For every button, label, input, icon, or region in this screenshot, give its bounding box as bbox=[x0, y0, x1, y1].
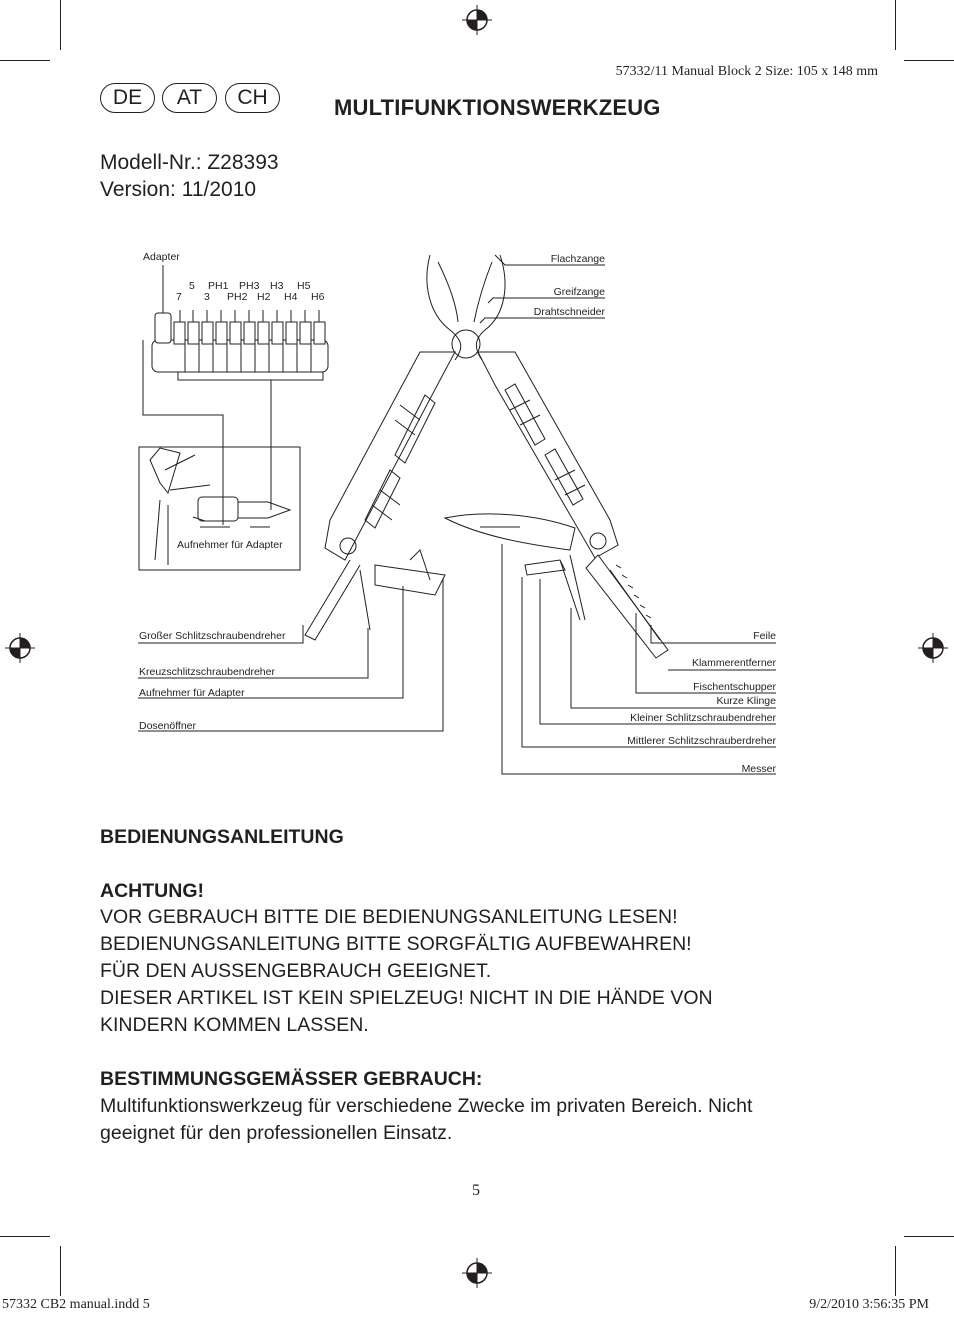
usage-line: Multifunktionswerkzeug für verschiedene Zwecke im privaten Bereich. Nicht bbox=[100, 1095, 753, 1117]
bit-label: 5 bbox=[189, 280, 195, 292]
label-right: Klammerentferner bbox=[691, 657, 776, 669]
label-left: Großer Schlitzschraubendreher bbox=[139, 630, 286, 642]
registration-mark-icon bbox=[462, 1258, 492, 1288]
page-title: MULTIFUNKTIONSWERKZEUG bbox=[334, 95, 661, 120]
bit-label: H5 bbox=[297, 280, 311, 292]
inset-label: Aufnehmer für Adapter bbox=[177, 539, 283, 551]
label-right: Messer bbox=[741, 763, 776, 775]
crop-mark bbox=[60, 1246, 61, 1296]
warning-line: FÜR DEN AUSSENGEBRAUCH GEEIGNET. bbox=[100, 960, 492, 982]
warning-line: KINDERN KOMMEN LASSEN. bbox=[100, 1014, 369, 1036]
print-info: 57332/11 Manual Block 2 Size: 105 x 148 mm bbox=[615, 64, 878, 79]
label-left: Dosenöffner bbox=[139, 720, 197, 732]
footer-timestamp: 9/2/2010 3:56:35 PM bbox=[809, 1297, 929, 1312]
bit-label: PH2 bbox=[227, 291, 248, 303]
model-number: Modell-Nr.: Z28393 bbox=[100, 151, 279, 174]
label-flachzange: Flachzange bbox=[550, 253, 605, 265]
crop-mark bbox=[904, 1236, 954, 1237]
usage-heading: BESTIMMUNGSGEMÄSSER GEBRAUCH: bbox=[100, 1068, 483, 1090]
label-right: Mittlerer Schlitzschrauberdreher bbox=[627, 735, 776, 747]
section-heading-instructions: BEDIENUNGSANLEITUNG bbox=[100, 826, 344, 848]
footer-file: 57332 CB2 manual.indd 5 bbox=[2, 1297, 150, 1312]
crop-mark bbox=[895, 1246, 896, 1296]
country-badge-de: DE bbox=[100, 83, 155, 113]
label-left: Kreuzschlitzschraubendreher bbox=[139, 666, 275, 678]
version: Version: 11/2010 bbox=[100, 178, 257, 201]
country-badge-ch: CH bbox=[225, 83, 280, 113]
label-greifzange: Greifzange bbox=[553, 286, 605, 298]
label-right: Feile bbox=[753, 630, 776, 642]
label-right: Kleiner Schlitzschraubendreher bbox=[630, 712, 776, 724]
bit-label: H6 bbox=[311, 291, 325, 303]
bit-label: H3 bbox=[270, 280, 284, 292]
label-adapter: Adapter bbox=[143, 251, 180, 263]
page-number: 5 bbox=[472, 1182, 480, 1199]
label-left: Aufnehmer für Adapter bbox=[139, 687, 245, 699]
country-badge-at: AT bbox=[162, 83, 217, 113]
bit-label: 7 bbox=[176, 291, 182, 303]
label-right: Kurze Klinge bbox=[716, 695, 776, 707]
label-right: Fischentschupper bbox=[693, 681, 776, 693]
bit-label: PH1 bbox=[208, 280, 229, 292]
warning-heading: ACHTUNG! bbox=[100, 880, 204, 902]
warning-line: BEDIENUNGSANLEITUNG BITTE SORGFÄLTIG AUFBEWAHREN! bbox=[100, 933, 692, 955]
warning-line: DIESER ARTIKEL IST KEIN SPIELZEUG! NICHT IN DIE HÄNDE VON bbox=[100, 987, 713, 1009]
crop-mark bbox=[0, 1236, 50, 1237]
bit-label: PH3 bbox=[239, 280, 260, 292]
usage-line: geeignet für den professionellen Einsatz. bbox=[100, 1122, 453, 1144]
warning-line: VOR GEBRAUCH BITTE DIE BEDIENUNGSANLEITUNG LESEN! bbox=[100, 906, 678, 928]
bit-label: H4 bbox=[284, 291, 298, 303]
bit-label: 3 bbox=[204, 291, 210, 303]
label-drahtschneider: Drahtschneider bbox=[533, 306, 605, 318]
bit-label: H2 bbox=[257, 291, 271, 303]
